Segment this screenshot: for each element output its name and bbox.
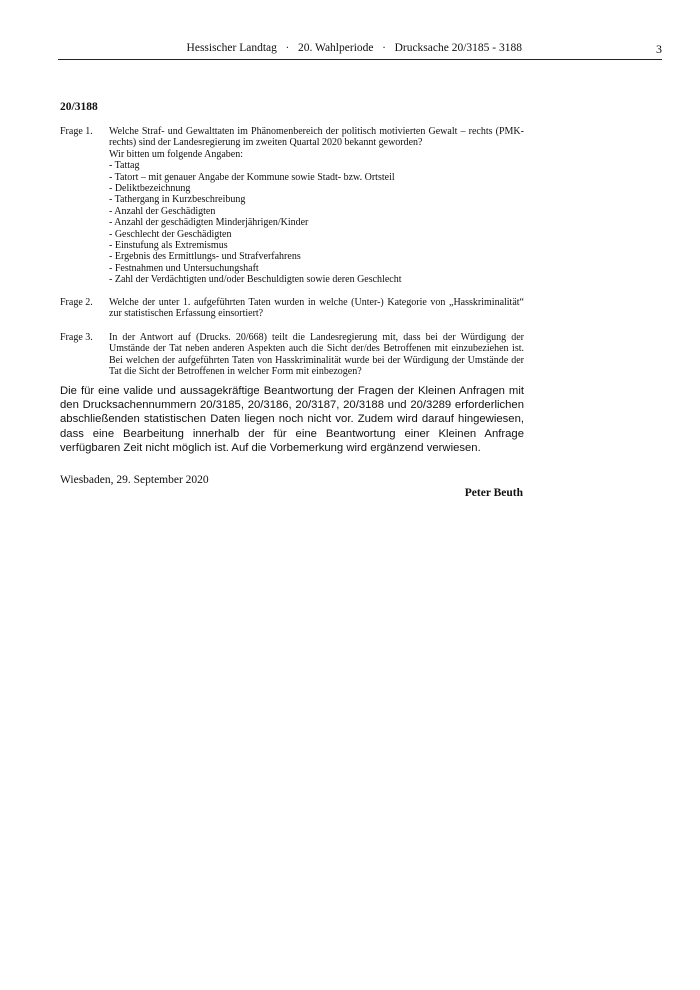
question-2 [60,297,524,320]
list-item: - Ergebnis des Ermittlungs- und Strafverfahrens [109,251,301,263]
answer-paragraph: Die für eine valide und aussagekräftige Beantwortung der Fragen der Kleinen Anfragen mit den Drucksachennummern 20/3185, 20/3186, 20/3187, 20/3188 und 20/3289 erforderlichen abschließenden statistischen Daten liegen noch nicht vor. Zudem wird darauf hingewiesen, dass eine Bearbeitung innerhalb der für eine Beantwortung einer Kleinen Anfrage verfügbaren Zeit nicht möglich ist. Auf die Vorbemerkung wird ergänzend verwiesen. [60,385,524,454]
place-and-date: Wiesbaden, 29. September 2020 [60,474,209,486]
list-item: - Festnahmen und Untersuchungshaft [109,262,259,274]
question-body [109,126,524,286]
signature-name: Peter Beuth [464,487,523,499]
list-item: - Zahl der Verdächtigten und/oder Beschuldigten sowie deren Geschlecht [109,274,402,286]
list-item: - Deliktbezeichnung [109,183,191,195]
document-number: 20/3188 [60,101,98,113]
requested-details-list [109,160,524,285]
running-title: Hessischer Landtag · 20. Wahlperiode · Drucksache 20/3185 - 3188 [186,42,522,54]
list-item: - Anzahl der Geschädigten [109,205,216,217]
question-text: In der Antwort auf (Drucks. 20/668) teilt die Landesregierung mit, dass bei der Würdigung der Umstände der Tat neben anderen Aspekten auch die Sicht der/des Betroffenen mit einzubeziehen ist. Bei welchen der aufgeführten Taten von Hasskriminalität wurde bei der Würdigung der Umstände der Tat die Sicht der Betroffenen in welcher Form mit einbezogen? [109,332,524,378]
question-3 [60,332,524,378]
page-header [58,42,662,60]
question-text: Welche der unter 1. aufgeführten Taten wurden in welche (Unter-) Kategorie von „Hasskriminalität“ zur statistischen Erfassung einsortiert? [109,297,524,320]
question-label: Frage 2. [60,297,93,308]
question-intro: Wir bitten um folgende Angaben: [109,148,244,160]
list-item: - Geschlecht der Geschädigten [109,228,232,240]
page-number: 3 [656,42,662,56]
list-item: - Tatort – mit genauer Angabe der Kommune sowie Stadt- bzw. Ortsteil [109,171,395,183]
question-text: Welche Straf- und Gewalttaten im Phänomenbereich der politisch motivierten Gewalt – rechts (PMK- rechts) sind der Landesregierung im zweiten Quartal 2020 bekannt geworden? [109,126,524,149]
list-item: - Anzahl der geschädigten Minderjährigen/Kinder [109,217,309,229]
list-item: - Tattag [109,160,140,172]
question-label: Frage 3. [60,332,93,343]
list-item: - Tathergang in Kurzbeschreibung [109,194,246,206]
question-label: Frage 1. [60,126,93,137]
header-rule [58,59,662,60]
question-1 [60,126,524,286]
list-item: - Einstufung als Extremismus [109,240,228,252]
